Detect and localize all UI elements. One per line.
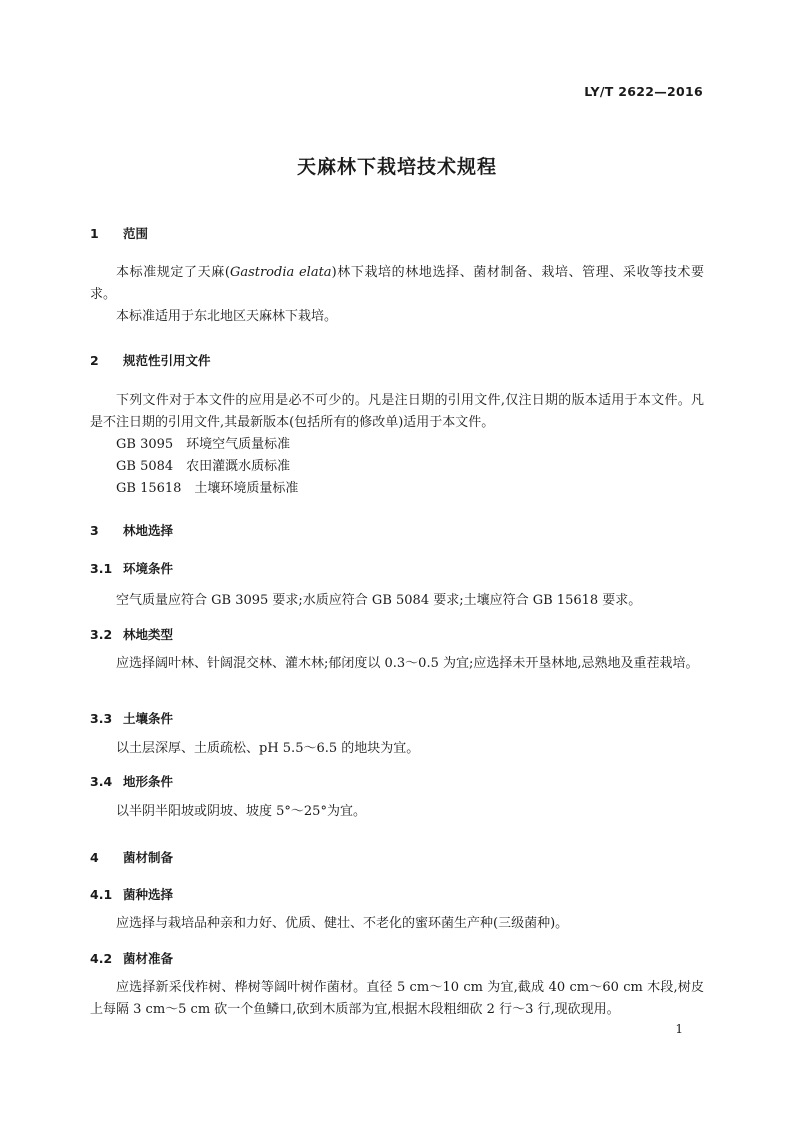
section-2-heading bbox=[90, 351, 211, 369]
subsection-number: 3.1 bbox=[90, 561, 113, 576]
subsection-4-2-heading bbox=[90, 949, 173, 967]
subsection-4-2-text: 应选择新采伐柞树、桦树等阔叶树作菌材。直径 5 cm～10 cm 为宜,截成 40 cm～60 cm 木段,树皮上每隔 3 cm～5 cm 砍一个鱼鳞口,砍到木质部为宜,根据木段粗细砍 2 行～3 行,现砍现用。 bbox=[90, 980, 704, 1017]
subsection-3-3-heading bbox=[90, 709, 173, 727]
section-1-paragraph-1 bbox=[90, 262, 704, 306]
subsection-3-2-heading bbox=[90, 625, 173, 643]
subsection-4-1-text: 应选择与栽培品种亲和力好、优质、健壮、不老化的蜜环菌生产种(三级菌种)。 bbox=[116, 916, 569, 931]
subsection-number: 3.4 bbox=[90, 774, 113, 789]
subsection-3-4-heading bbox=[90, 772, 173, 790]
reference-item: GB 5084 农田灌溉水质标准 bbox=[116, 459, 291, 474]
section-title: 菌材制备 bbox=[123, 850, 174, 865]
text: )林下栽培的林地选择、菌材制备、栽培、管理、采收等技术要求。 bbox=[90, 265, 705, 302]
section-3-heading bbox=[90, 521, 173, 539]
subsection-title: 菌材准备 bbox=[123, 951, 174, 966]
section-number: 1 bbox=[90, 226, 99, 241]
section-title: 范围 bbox=[123, 226, 149, 241]
section-title: 规范性引用文件 bbox=[123, 353, 211, 368]
section-number: 4 bbox=[90, 850, 99, 865]
subsection-3-2-text: 应选择阔叶林、针阔混交林、灌木林;郁闭度以 0.3～0.5 为宜;应选择未开垦林地,忌熟地及重茬栽培。 bbox=[116, 656, 699, 671]
subsection-title: 环境条件 bbox=[123, 561, 174, 576]
reference-item: GB 15618 土壤环境质量标准 bbox=[116, 481, 299, 496]
subsection-number: 4.2 bbox=[90, 951, 113, 966]
standard-number: LY/T 2622—2016 bbox=[584, 84, 703, 99]
subsection-4-1-heading bbox=[90, 885, 173, 903]
subsection-title: 土壤条件 bbox=[123, 711, 174, 726]
section-title: 林地选择 bbox=[123, 523, 174, 538]
section-2-paragraph-1: 下列文件对于本文件的应用是必不可少的。凡是注日期的引用文件,仅注日期的版本适用于本文件。凡是不注日期的引用文件,其最新版本(包括所有的修改单)适用于本文件。 bbox=[90, 393, 704, 430]
subsection-3-3-text: 以土层深厚、土质疏松、pH 5.5～6.5 的地块为宜。 bbox=[116, 741, 420, 756]
subsection-number: 4.1 bbox=[90, 887, 113, 902]
section-1-heading bbox=[90, 224, 148, 242]
subsection-title: 地形条件 bbox=[123, 774, 174, 789]
subsection-number: 3.2 bbox=[90, 627, 113, 642]
subsection-title: 菌种选择 bbox=[123, 887, 174, 902]
subsection-3-1-text: 空气质量应符合 GB 3095 要求;水质应符合 GB 5084 要求;土壤应符合 GB 15618 要求。 bbox=[116, 593, 642, 608]
document-title: 天麻林下栽培技术规程 bbox=[296, 156, 497, 178]
subsection-3-1-heading bbox=[90, 559, 173, 577]
section-1-paragraph-2: 本标准适用于东北地区天麻林下栽培。 bbox=[116, 309, 338, 324]
subsection-3-4-text: 以半阴半阳坡或阴坡、坡度 5°～25°为宜。 bbox=[116, 804, 366, 819]
page-number: 1 bbox=[675, 1022, 683, 1036]
section-number: 3 bbox=[90, 523, 99, 538]
section-number: 2 bbox=[90, 353, 99, 368]
subsection-number: 3.3 bbox=[90, 711, 113, 726]
section-4-heading bbox=[90, 848, 173, 866]
latin-name: Gastrodia elata bbox=[229, 265, 332, 280]
reference-item: GB 3095 环境空气质量标准 bbox=[116, 437, 291, 452]
text: 本标准规定了天麻( bbox=[116, 265, 230, 280]
subsection-title: 林地类型 bbox=[123, 627, 174, 642]
